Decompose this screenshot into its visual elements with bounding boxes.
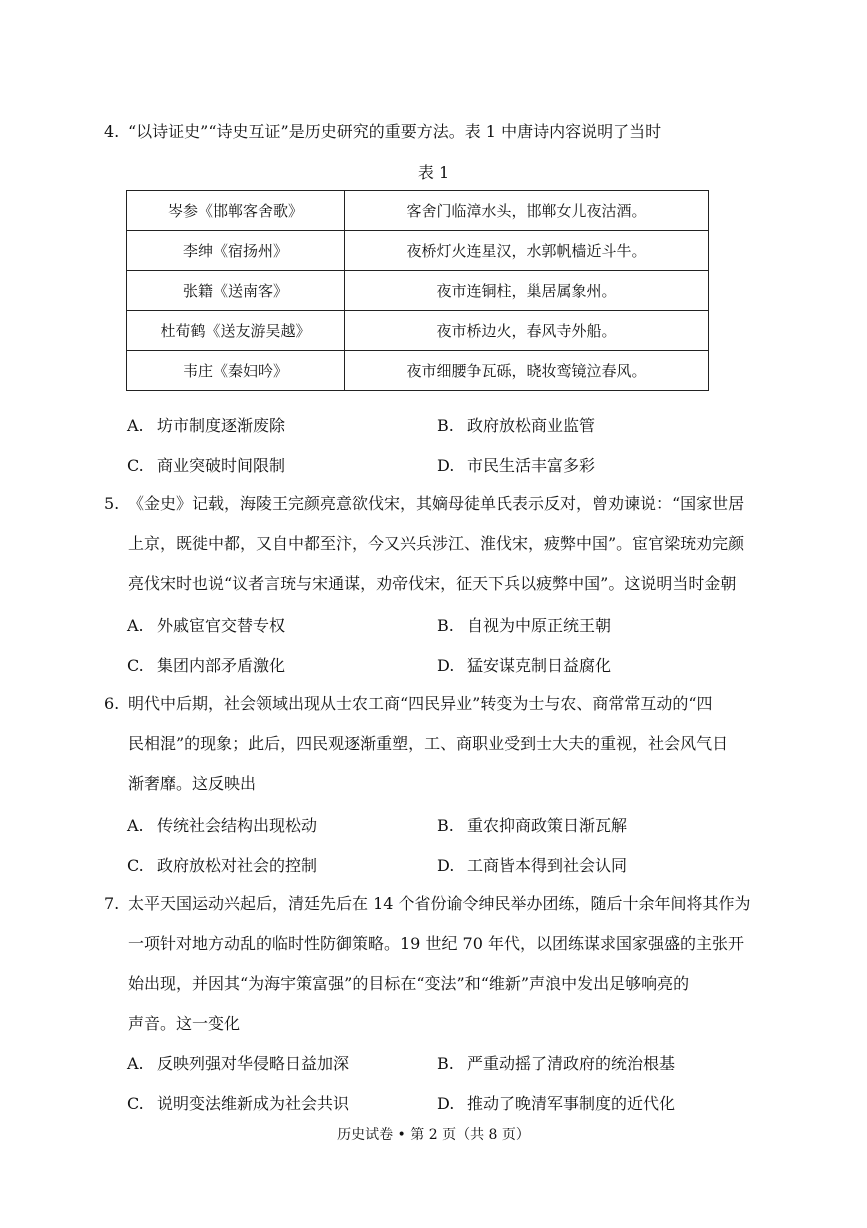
- poem-verse: 夜市桥边火，春风寺外船。: [345, 311, 709, 351]
- option-letter: C.: [127, 855, 144, 875]
- option-c[interactable]: [127, 853, 437, 876]
- table-row: [127, 191, 709, 231]
- option-letter: A.: [127, 815, 144, 835]
- option-letter: D.: [437, 655, 455, 675]
- option-b[interactable]: [437, 613, 747, 636]
- option-letter: A.: [127, 415, 144, 435]
- option-text: 政府放松对社会的控制: [157, 855, 318, 875]
- option-text: 政府放松商业监管: [467, 415, 596, 435]
- poem-author: 韦庄《秦妇吟》: [127, 351, 345, 391]
- stem-line: 民相混”的现象；此后，四民观逐渐重塑，工、商职业受到士大夫的重视，社会风气日: [128, 734, 729, 753]
- option-letter: B.: [437, 815, 454, 835]
- option-text: 外戚宦官交替专权: [157, 615, 286, 635]
- poem-author: 张籍《送南客》: [127, 271, 345, 311]
- option-text: 重农抑商政策日渐瓦解: [467, 815, 628, 835]
- stem-line: 太平天国运动兴起后，清廷先后在 14 个省份谕令绅民举办团练，随后十余年间将其作为: [128, 894, 751, 913]
- table-row: [127, 311, 709, 351]
- option-letter: C.: [127, 655, 144, 675]
- poem-author: 杜荀鹤《送友游吴越》: [127, 311, 345, 351]
- q5-options: [127, 604, 747, 684]
- poem-verse: 夜市细腰争瓦砾，晓妆鸾镜泣春风。: [345, 351, 709, 391]
- table-caption: 表 1: [417, 163, 450, 182]
- option-text: 自视为中原正统王朝: [467, 615, 612, 635]
- option-text: 工商皆本得到社会认同: [467, 855, 628, 875]
- option-text: 说明变法维新成为社会共识: [157, 1093, 350, 1113]
- poem-verse: 客舍门临漳水头，邯郸女儿夜沽酒。: [345, 191, 709, 231]
- option-text: 集团内部矛盾激化: [157, 655, 286, 675]
- option-letter: C.: [127, 1093, 144, 1113]
- option-text: 坊市制度逐渐废除: [157, 415, 286, 435]
- option-text: 传统社会结构出现松动: [157, 815, 318, 835]
- option-a[interactable]: [127, 413, 437, 436]
- stem-line: 上京，既徙中都，又自中都至汴，今又兴兵涉江、淮伐宋，疲弊中国”。宦官梁珫劝完颜: [128, 534, 745, 553]
- q6-options: [127, 804, 747, 884]
- poem-verse: 夜市连铜柱，巢居属象州。: [345, 271, 709, 311]
- question-5: [104, 484, 794, 604]
- stem-line: 一项针对地方动乱的临时性防御策略。19 世纪 70 年代，以团练谋求国家强盛的主张开: [128, 934, 744, 953]
- option-text: 严重动摇了清政府的统治根基: [467, 1053, 676, 1073]
- option-letter: A.: [127, 615, 144, 635]
- option-letter: B.: [437, 615, 454, 635]
- question-number: 6.: [104, 694, 120, 713]
- question-number: 4.: [104, 122, 120, 141]
- option-a[interactable]: [127, 1051, 437, 1074]
- question-4: [104, 112, 794, 152]
- option-text: 猛安谋克制日益腐化: [467, 655, 612, 675]
- option-d[interactable]: [437, 653, 747, 676]
- option-c[interactable]: [127, 653, 437, 676]
- option-d[interactable]: [437, 453, 747, 476]
- stem-line: 《金史》记载，海陵王完颜亮意欲伐宋，其嫡母徒单氏表示反对，曾劝谏说：“国家世居: [128, 494, 745, 513]
- option-c[interactable]: [127, 453, 437, 476]
- stem-line: 明代中后期，社会领域出现从士农工商“四民异业”转变为士与农、商常常互动的“四: [128, 694, 713, 713]
- q4-options: [127, 404, 747, 484]
- question-7: [104, 884, 794, 1044]
- option-b[interactable]: [437, 813, 747, 836]
- option-c[interactable]: [127, 1091, 437, 1114]
- q7-options: [127, 1042, 747, 1122]
- option-letter: B.: [437, 415, 454, 435]
- stem-line: 始出现，并因其“为海宇策富强”的目标在“变法”和“维新”声浪中发出足够响亮的: [128, 974, 690, 993]
- option-d[interactable]: [437, 1091, 747, 1114]
- poem-author: 岑参《邯郸客舍歌》: [127, 191, 345, 231]
- option-letter: B.: [437, 1053, 454, 1073]
- table-row: [127, 271, 709, 311]
- option-letter: D.: [437, 855, 455, 875]
- option-text: 反映列强对华侵略日益加深: [157, 1053, 350, 1073]
- option-d[interactable]: [437, 853, 747, 876]
- page-footer: 历史试卷 • 第 2 页（共 8 页）: [337, 1127, 530, 1143]
- option-b[interactable]: [437, 1051, 747, 1074]
- question-number: 7.: [104, 894, 120, 913]
- option-letter: C.: [127, 455, 144, 475]
- question-number: 5.: [104, 494, 120, 513]
- table-row: [127, 231, 709, 271]
- poem-table: [126, 190, 709, 391]
- stem-line: 渐奢靡。这反映出: [128, 774, 257, 793]
- poem-verse: 夜桥灯火连星汉，水郭帆樯近斗牛。: [345, 231, 709, 271]
- option-text: 推动了晚清军事制度的近代化: [467, 1093, 676, 1113]
- option-text: 市民生活丰富多彩: [467, 455, 596, 475]
- option-a[interactable]: [127, 813, 437, 836]
- stem-line: 亮伐宋时也说“议者言珫与宋通谋，劝帝伐宋，征天下兵以疲弊中国”。这说明当时金朝: [128, 574, 737, 593]
- poem-author: 李绅《宿扬州》: [127, 231, 345, 271]
- question-stem: “以诗证史”“诗史互证”是历史研究的重要方法。表 1 中唐诗内容说明了当时: [128, 122, 662, 141]
- question-6: [104, 684, 794, 804]
- option-b[interactable]: [437, 413, 747, 436]
- option-a[interactable]: [127, 613, 437, 636]
- table-row: [127, 351, 709, 391]
- option-letter: D.: [437, 1093, 455, 1113]
- stem-line: 声音。这一变化: [128, 1014, 241, 1033]
- option-letter: D.: [437, 455, 455, 475]
- option-letter: A.: [127, 1053, 144, 1073]
- option-text: 商业突破时间限制: [157, 455, 286, 475]
